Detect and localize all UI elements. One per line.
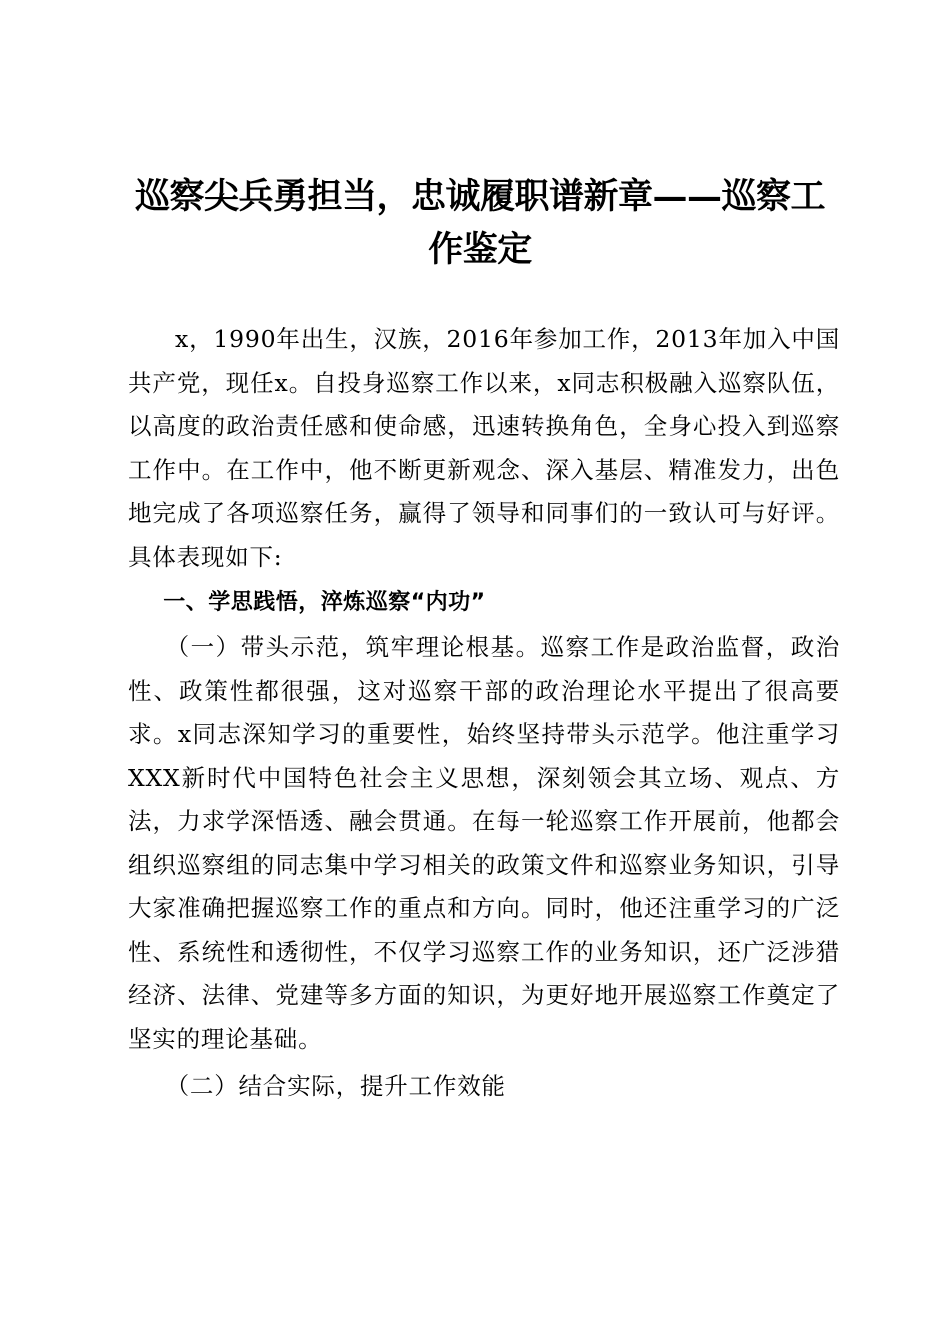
subsection-1-paragraph [128,626,840,1061]
section-heading-1: 一、学思践悟，淬炼巡察“内功” [163,590,486,615]
subsection-1-label: （一）带头示范，筑牢理论根基。 [165,633,541,661]
intro-paragraph: x，1990年出生，汉族，2016年参加工作，2013年加入中国共产党，现任x。自投身巡察工作以来，x同志积极融入巡察队伍，以高度的政治责任感和使命感，迅速转换角色，全身心投入到巡察工作中。在工作中，他不断更新观念、深入基层、精准发力，出色地完成了各项巡察任务，赢得了领导和同事们的一致认可与好评。具体表现如下: [128,325,840,571]
document-title: 巡察尖兵勇担当，忠诚履职谱新章——巡察工作鉴定 [134,176,825,270]
subsection-2-paragraph [128,1065,840,1109]
document-body [128,318,840,1109]
subsection-1-text: 巡察工作是政治监督，政治性、政策性都很强，这对巡察干部的政治理论水平提出了很高要求。x同志深知学习的重要性，始终坚持带头示范学。他注重学习XXX新时代中国特色社会主义思想，深刻领会其立场、观点、方法，力求学深悟透、融会贯通。在每一轮巡察工作开展前，他都会组织巡察组的同志集中学习相关的政策文件和巡察业务知识，引导大家准确把握巡察工作的重点和方向。同时，他还注重学习的广泛性、系统性和透彻性，不仅学习巡察工作的业务知识，还广泛涉猎经济、法律、党建等多方面的知识，为更好地开展巡察工作奠定了坚实的理论基础。 [128,633,840,1053]
subsection-2-label: （二）结合实际，提升工作效能 [165,1072,506,1100]
